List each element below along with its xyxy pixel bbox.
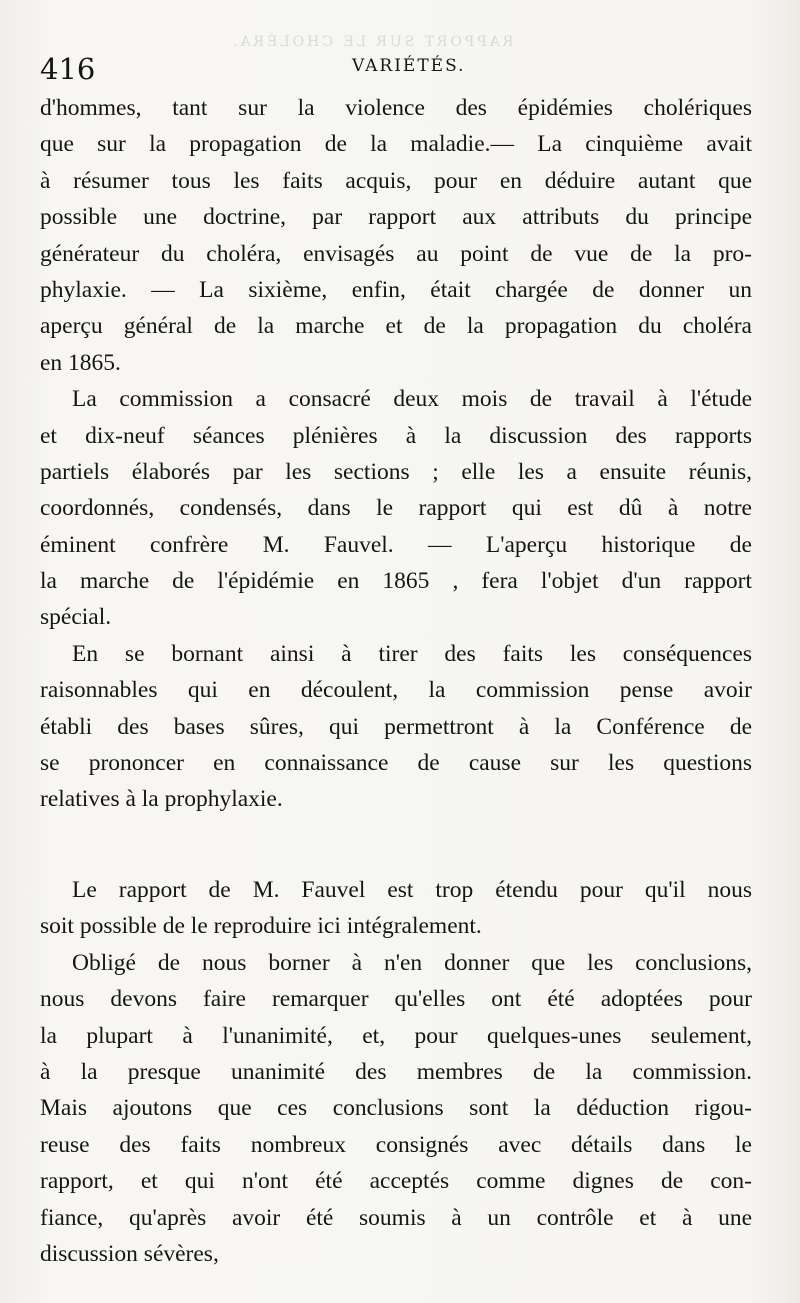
text-block-lower (40, 872, 752, 1272)
text-line: la plupart à l'unanimité, et, pour quelques-unes seulement, (40, 1022, 752, 1049)
text-line: rapport, et qui n'ont été acceptés comme dignes de con- (40, 1168, 752, 1195)
text-line: d'hommes, tant sur la violence des épidémies cholériques (40, 95, 752, 121)
text-line: que sur la propagation de la maladie.— La cinquième avait (40, 131, 752, 158)
text-line: partiels élaborés par les sections ; elle les a ensuite réunis, (40, 458, 752, 485)
text-line: éminent confrère M. Fauvel. — L'aperçu historique de (40, 531, 752, 558)
text-line: et dix-neuf séances plénières à la discussion des rapports (40, 422, 752, 449)
page-header (40, 52, 760, 92)
paragraph (40, 945, 752, 1273)
text-line: en 1865. (40, 349, 121, 376)
text-line: La commission a consacré deux mois de travail à l'étude (72, 386, 752, 413)
text-line: à résumer tous les faits acquis, pour en déduire autant que (40, 167, 752, 194)
text-line: nous devons faire remarquer qu'elles ont été adoptées pour (40, 986, 752, 1013)
text-line: Obligé de nous borner à n'en donner que les conclusions, (72, 949, 752, 976)
text-line: Le rapport de M. Fauvel est trop étendu pour qu'il nous (72, 877, 752, 903)
text-line: discussion sévères, (40, 1240, 219, 1267)
text-line: établi des bases sûres, qui permettront à la Conférence de (40, 713, 752, 740)
text-line: reuse des faits nombreux consignés avec détails dans le (40, 1131, 752, 1158)
text-block-upper (40, 90, 752, 818)
text-line: générateur du choléra, envisagés au point de vue de la pro- (40, 240, 752, 267)
text-line: à la presque unanimité des membres de la commission. (40, 1058, 752, 1085)
text-line: spécial. (40, 604, 112, 631)
text-line: relatives à la prophylaxie. (40, 786, 283, 813)
text-line: phylaxie. — La sixième, enfin, était chargée de donner un (40, 276, 752, 303)
paragraph (40, 90, 752, 381)
text-line: aperçu général de la marche et de la propagation du choléra (40, 313, 752, 340)
text-line: fiance, qu'après avoir été soumis à un contrôle et à une (40, 1204, 752, 1231)
paragraph (40, 872, 752, 945)
bleed-through-text: RAPPORT SUR LE CHOLÉRA. (230, 34, 514, 50)
text-line: En se bornant ainsi à tirer des faits les conséquences (72, 640, 752, 667)
running-title: VARIÉTÉS. (352, 56, 466, 76)
text-line: Mais ajoutons que ces conclusions sont la déduction rigou- (40, 1095, 752, 1122)
paragraph (40, 636, 752, 818)
text-line: raisonnables qui en découlent, la commission pense avoir (40, 677, 752, 704)
paragraph (40, 381, 752, 636)
text-line: soit possible de le reproduire ici intégralement. (40, 913, 482, 940)
text-line: coordonnés, condensés, dans le rapport qui est dû à notre (40, 495, 752, 522)
page-number: 416 (40, 52, 96, 86)
text-line: se prononcer en connaissance de cause sur les questions (40, 750, 752, 777)
text-line: la marche de l'épidémie en 1865 , fera l'objet d'un rapport (40, 568, 752, 595)
text-line: possible une doctrine, par rapport aux attributs du principe (40, 204, 752, 231)
